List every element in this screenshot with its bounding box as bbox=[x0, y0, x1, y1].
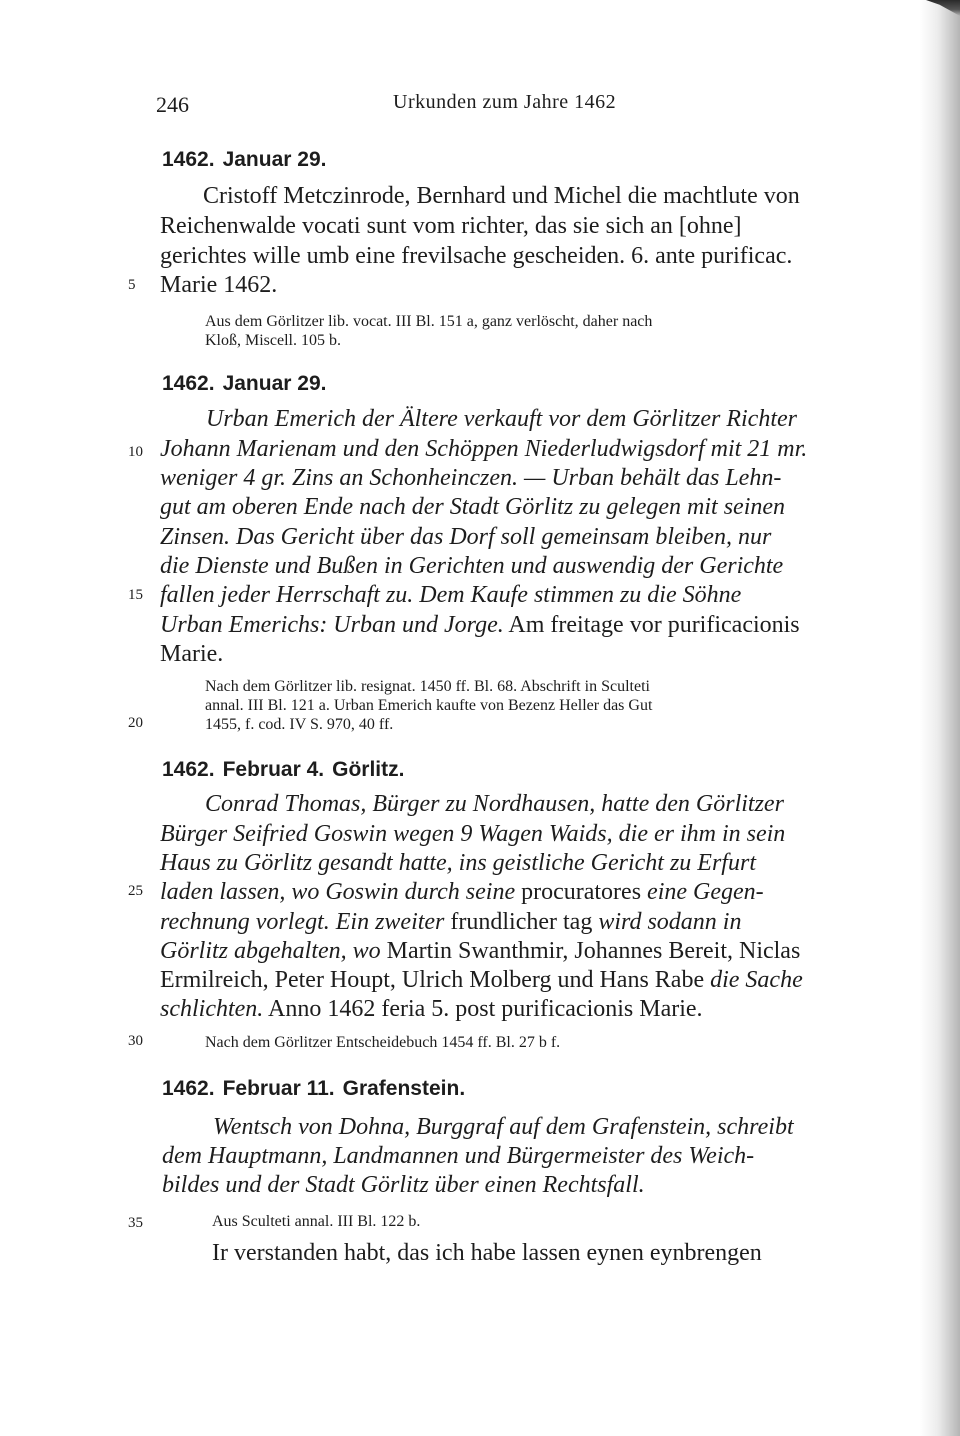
line-number: 25 bbox=[128, 883, 143, 899]
italic-span: schlichten. bbox=[160, 996, 264, 1022]
entry-text-line bbox=[160, 996, 703, 1023]
italic-span: Görlitz abgehalten, wo bbox=[160, 938, 381, 964]
entry-text-line: Urban Emerich der Ältere verkauft vor dem Görlitzer Richter bbox=[206, 406, 797, 432]
entry-text-line: fallen jeder Herrschaft zu. Dem Kaufe stimmen zu die Söhne bbox=[160, 582, 742, 608]
italic-span: Urban Emerichs: Urban und Jorge. bbox=[160, 612, 504, 638]
italic-span: wird sodann in bbox=[598, 909, 742, 935]
source-note-line: annal. III Bl. 121 a. Urban Emerich kaufte von Bezenz Heller das Gut bbox=[205, 697, 653, 714]
line-number: 20 bbox=[128, 715, 143, 731]
page-edge-shadow bbox=[920, 0, 960, 1436]
running-head: Urkunden zum Jahre 1462 bbox=[393, 91, 617, 113]
italic-span: laden lassen, wo Goswin durch seine bbox=[160, 879, 516, 905]
source-note-line: Aus dem Görlitzer lib. vocat. III Bl. 151 a, ganz verlöscht, daher nach bbox=[205, 313, 653, 330]
document-text-line: Ir verstanden habt, das ich habe lassen eynen eynbrengen bbox=[212, 1240, 762, 1266]
entry-text-line bbox=[160, 967, 803, 994]
entry-text-line: Bürger Seifried Goswin wegen 9 Wagen Waids, die er ihm in sein bbox=[160, 821, 786, 847]
line-number: 30 bbox=[128, 1033, 143, 1049]
entry-text-line: Marie. bbox=[160, 641, 224, 667]
roman-span: Anno 1462 feria 5. post purificacionis Marie. bbox=[268, 996, 703, 1022]
entry-text-line bbox=[160, 909, 741, 936]
page-number: 246 bbox=[156, 92, 189, 117]
italic-span: rechnung vorlegt. Ein zweiter bbox=[160, 909, 445, 935]
source-note-line: Aus Sculteti annal. III Bl. 122 b. bbox=[212, 1213, 421, 1230]
entry-place: Grafenstein. bbox=[342, 1077, 466, 1100]
entry-text-line: Johann Marienam und den Schöppen Niederludwigsdorf mit 21 mr. bbox=[160, 436, 808, 462]
entry-text-line: Wentsch von Dohna, Burggraf auf dem Grafenstein, schreibt bbox=[213, 1114, 794, 1140]
italic-span: die Sache bbox=[710, 967, 803, 993]
entry-text-line: Zinsen. Das Gericht über das Dorf soll gemeinsam bleiben, nur bbox=[160, 524, 772, 550]
source-note-line: 1455, f. cod. IV S. 970, 40 ff. bbox=[205, 716, 394, 733]
entry-text-line: weniger 4 gr. Zins an Schonheinczen. — Urban behält das Lehn- bbox=[160, 465, 782, 491]
entry-text-line: Marie 1462. bbox=[160, 272, 278, 298]
entry-text-line: bildes und der Stadt Görlitz über einen Rechtsfall. bbox=[162, 1172, 645, 1198]
source-note-line: Nach dem Görlitzer lib. resignat. 1450 ff. Bl. 68. Abschrift in Sculteti bbox=[205, 678, 650, 695]
source-note-line: Nach dem Görlitzer Entscheidebuch 1454 ff. Bl. 27 b f. bbox=[205, 1034, 561, 1051]
line-number: 15 bbox=[128, 587, 143, 603]
entry-place: Görlitz. bbox=[332, 758, 405, 781]
roman-span: Ermilreich, Peter Houpt, Ulrich Molberg und Hans Rabe bbox=[160, 967, 705, 993]
entry-text-line: Conrad Thomas, Bürger zu Nordhausen, hatte den Görlitzer bbox=[205, 791, 784, 817]
roman-span: Martin Swanthmir, Johannes Bereit, Niclas bbox=[386, 938, 801, 964]
line-number: 35 bbox=[128, 1215, 143, 1231]
entry-text-line: gut am oberen Ende nach der Stadt Görlitz zu gelegen mit seinen bbox=[160, 494, 786, 520]
entry-heading bbox=[162, 372, 326, 396]
entry-heading bbox=[162, 758, 404, 782]
entry-text-line: Haus zu Görlitz gesandt hatte, ins geistliche Gericht zu Erfurt bbox=[160, 850, 756, 876]
entry-month: Januar 29. bbox=[222, 148, 327, 171]
entry-text-line: Cristoff Metczinrode, Bernhard und Michel die machtlute von bbox=[203, 183, 800, 209]
entry-text-line: dem Hauptmann, Landmannen und Bürgermeister des Weich- bbox=[162, 1143, 755, 1169]
entry-date: 1462. bbox=[162, 758, 215, 781]
source-note-line: Kloß, Miscell. 105 b. bbox=[205, 332, 341, 349]
entry-date: 1462. bbox=[162, 1077, 215, 1100]
entry-month: Januar 29. bbox=[222, 372, 327, 395]
entry-text-line bbox=[160, 879, 764, 906]
roman-span: Am freitage vor purificacionis bbox=[508, 612, 800, 638]
entry-month: Februar 11. bbox=[222, 1077, 335, 1100]
entry-date: 1462. bbox=[162, 372, 215, 395]
entry-month: Februar 4. bbox=[222, 758, 325, 781]
roman-span: frundlicher tag bbox=[450, 909, 593, 935]
entry-text-line: gerichtes wille umb eine frevilsache gescheiden. 6. ante purificac. bbox=[160, 243, 793, 269]
entry-text-line bbox=[160, 938, 800, 965]
roman-span: procuratores bbox=[521, 879, 642, 905]
entry-date: 1462. bbox=[162, 148, 215, 171]
entry-text-line bbox=[160, 612, 800, 639]
line-number: 10 bbox=[128, 444, 143, 460]
entry-text-line: Reichenwalde vocati sunt vom richter, das sie sich an [ohne] bbox=[160, 213, 742, 239]
italic-span: eine Gegen- bbox=[647, 879, 764, 905]
entry-heading bbox=[162, 148, 326, 172]
entry-text-line: die Dienste und Bußen in Gerichten und auswendig der Gerichte bbox=[160, 553, 784, 579]
line-number: 5 bbox=[128, 277, 136, 293]
entry-heading bbox=[162, 1077, 465, 1101]
